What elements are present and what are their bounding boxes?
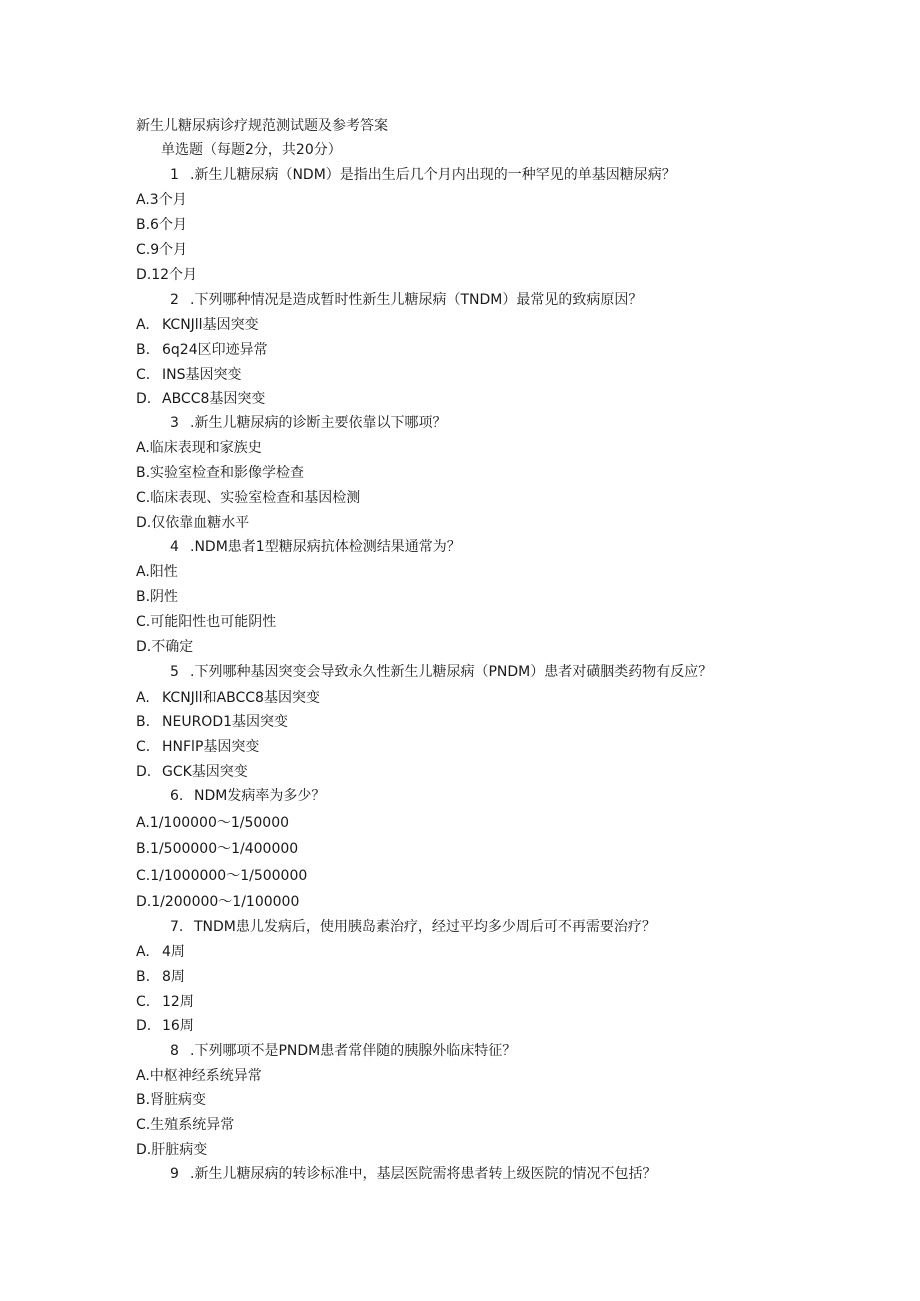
option-5b (136, 713, 288, 731)
question-4 (170, 538, 461, 556)
option-6d: D.1/200000～1/100000 (136, 894, 300, 910)
option-text: 12周 (162, 994, 194, 1010)
section-heading: 单选题（每题2分，共20分） (161, 142, 342, 158)
question-9 (170, 1165, 656, 1183)
option-2d (136, 390, 265, 408)
question-2 (170, 291, 642, 309)
option-text: 16周 (162, 1018, 194, 1034)
option-text: KCNJll基因突变 (162, 317, 259, 333)
option-label: B. (136, 342, 151, 358)
option-8b: B.肾脏病变 (136, 1092, 207, 1108)
option-text: 8周 (162, 969, 185, 985)
question-number: 8 (170, 1043, 179, 1059)
option-5d (136, 763, 248, 781)
question-number: 1 (170, 167, 179, 183)
option-label: B. (136, 969, 151, 985)
option-label: A. (136, 690, 150, 706)
option-1a: A.3个月 (136, 192, 187, 208)
option-label: D. (136, 1018, 152, 1034)
option-2c (136, 366, 242, 384)
option-6a: A.1/100000～1/50000 (136, 815, 290, 831)
question-number: 9 (170, 1166, 179, 1182)
option-8c: C.生殖系统异常 (136, 1117, 235, 1133)
question-text: .NDM患者1型糖尿病抗体检测结果通常为？ (190, 539, 461, 555)
option-5c (136, 738, 259, 756)
option-label: D. (136, 764, 152, 780)
question-1 (170, 166, 676, 184)
question-text: .新生儿糖尿病（NDM）是指出生后几个月内出现的一种罕见的单基因糖尿病？ (190, 167, 676, 183)
question-text: .下列哪种基因突变会导致永久性新生儿糖尿病（PNDM）患者对磺胭类药物有反应？ (190, 664, 713, 680)
question-8 (170, 1042, 516, 1060)
option-4c: C.可能阳性也可能阴性 (136, 614, 277, 630)
question-number: 4 (170, 539, 179, 555)
option-text: NEUROD1基因突变 (162, 714, 288, 730)
question-6 (170, 787, 325, 805)
question-text: TNDM患儿发病后，使用胰岛素治疗，经过平均多少周后可不再需要治疗？ (194, 919, 656, 935)
option-label: C. (136, 367, 151, 383)
option-4d: D.不确定 (136, 639, 194, 655)
option-3a: A.临床表现和家族史 (136, 440, 262, 456)
question-text: NDM发病率为多少？ (194, 788, 326, 804)
option-8a: A.中枢神经系统异常 (136, 1068, 262, 1084)
document-title: 新生儿糖尿病诊疗规范测试题及参考答案 (136, 118, 388, 134)
option-2a (136, 316, 259, 334)
question-number: 6. (170, 788, 184, 804)
option-text: KCNJll和ABCC8基因突变 (162, 690, 320, 706)
option-label: C. (136, 739, 151, 755)
option-label: A. (136, 944, 150, 960)
option-label: D. (136, 391, 152, 407)
option-3c: C.临床表现、实验室检查和基因检测 (136, 490, 361, 506)
option-text: HNFlP基因突变 (162, 739, 260, 755)
question-number: 2 (170, 292, 179, 308)
option-label: C. (136, 994, 151, 1010)
question-7 (170, 918, 656, 936)
question-3 (170, 414, 446, 432)
question-text: .下列哪种情况是造成暂时性新生儿糖尿病（TNDM）最常见的致病原因？ (190, 292, 643, 308)
option-7b (136, 968, 185, 986)
option-1b: B.6个月 (136, 217, 187, 233)
option-2b (136, 341, 268, 359)
option-4b: B.阴性 (136, 589, 179, 605)
option-3d: D.仅依靠血糖水平 (136, 515, 250, 531)
question-text: .新生儿糖尿病的转诊标准中，基层医院需将患者转上级医院的情况不包括？ (190, 1166, 657, 1182)
option-5a (136, 689, 320, 707)
option-text: INS基因突变 (162, 367, 242, 383)
option-7a (136, 943, 185, 961)
option-6b: B.1/500000～1/400000 (136, 841, 299, 857)
option-4a: A.阳性 (136, 564, 178, 580)
question-text: .下列哪项不是PNDM患者常伴随的胰腺外临床特征？ (190, 1043, 517, 1059)
option-8d: D.肝脏病变 (136, 1142, 208, 1158)
option-3b: B.实验室检查和影像学检查 (136, 465, 305, 481)
option-label: A. (136, 317, 150, 333)
option-text: ABCC8基因突变 (162, 391, 266, 407)
question-number: 3 (170, 415, 179, 431)
option-1d: D.12个月 (136, 267, 198, 283)
question-text: .新生儿糖尿病的诊断主要依靠以下哪项？ (190, 415, 447, 431)
option-7d (136, 1017, 194, 1035)
option-6c: C.1/1000000～1/500000 (136, 868, 308, 884)
option-text: GCK基因突变 (162, 764, 248, 780)
question-5 (170, 663, 712, 681)
question-number: 7. (170, 919, 184, 935)
option-label: B. (136, 714, 151, 730)
option-text: 4周 (162, 944, 185, 960)
option-1c: C.9个月 (136, 242, 188, 258)
option-7c (136, 993, 194, 1011)
option-text: 6q24区印迹异常 (162, 342, 268, 358)
question-number: 5 (170, 664, 179, 680)
